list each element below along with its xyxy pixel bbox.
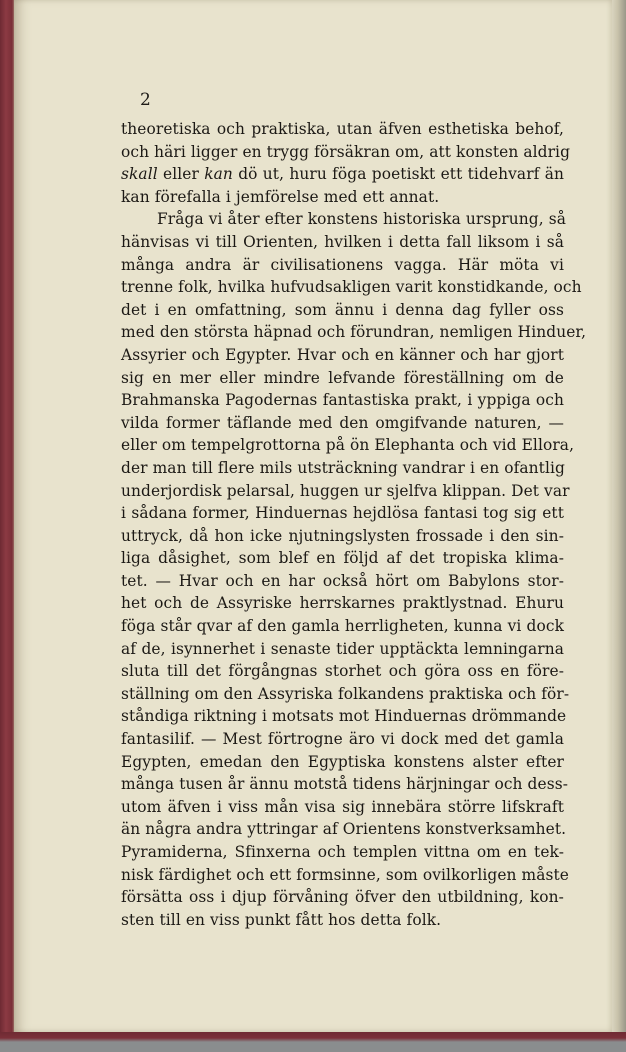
text-line: utom äfven i viss mån visa sig innebära större lifskraft [121,797,564,816]
text-line: eller om tempelgrottorna på ön Elephanta och vid Ellora, [121,436,575,455]
text-line [121,163,564,186]
text-line: uttryck, då hon icke njutningslysten frossade i den sin- [121,526,564,545]
text-line: Pyramiderna, Sfinxerna och templen vittna om en tek- [121,843,564,861]
text-line: många tusen år ännu motstå tidens härjningar och dess- [121,775,568,794]
text-line: liga dåsighet, som blef en följd af det tropiska klima- [121,549,564,568]
text-fragment: dö ut, huru föga poetiskt ett tidehvarf än [232,165,565,184]
text-line: vilda former täflande med den omgifvande naturen, — [121,413,564,432]
text-line: underjordisk pelarsal, huggen ur sjelfva klippan. Det var [121,481,570,500]
body-text [121,118,587,931]
text-line: många andra är civilisationens vagga. Här möta vi [121,255,564,274]
text-line: i sådana former, Hinduernas hejdlösa fantasi tog sig ett [121,504,564,523]
text-line: det i en omfattning, som ännu i denna dag fyller oss [121,300,564,319]
text-line: ståndiga riktning i motsats mot Hinduernas drömmande [121,707,567,726]
text-line: theoretiska och praktiska, utan äfven esthetiska behof, [121,120,564,138]
text-line: der man till flere mils utsträckning vandrar i en ofantlig [121,458,565,477]
book-bottom-edge [0,1032,626,1052]
text-line: och häri ligger en trygg försäkran om, att konsten aldrig [121,142,571,161]
text-line: af de, isynnerhet i senaste tider upptäckta lemningarna [121,639,564,658]
emphasis-word: skall [121,165,158,184]
text-line: sluta till det förgångnas storhet och göra oss en före- [121,662,564,681]
text-line: trenne folk, hvilka hufvudsakligen varit konstidkande, och [121,278,582,297]
text-line: het och de Assyriske herrskarnes praktlystnad. Ehuru [121,594,564,613]
text-line: sig en mer eller mindre lefvande föreställning om de [121,368,564,387]
text-line: hänvisas vi till Orienten, hvilken i detta fall liksom i så [121,232,564,251]
text-line: tet. — Hvar och en har också hört om Babylons stor- [121,571,564,590]
text-fragment: eller [157,165,205,184]
text-line: nisk färdighet och ett formsinne, som ovilkorligen måste [121,865,569,884]
text-line: med den största häpnad och förundran, nemligen Hinduer, [121,323,587,342]
text-line: Assyrier och Egypter. Hvar och en känner och har gjort [121,345,564,364]
text-line: Fråga vi åter efter konstens historiska ursprung, så [157,210,566,229]
text-line: Egypten, emedan den Egyptiska konstens alster efter [121,752,564,771]
text-line: Brahmanska Pagodernas fantastiska prakt, i yppiga och [121,391,564,410]
page-number: 2 [140,90,151,110]
page-right-edge [612,0,626,1052]
text-line: än några andra yttringar af Orientens konstverksamhet. [121,820,567,839]
emphasis-word: kan [204,165,233,184]
text-line: försätta oss i djup förvåning öfver den utbildning, kon- [121,888,564,907]
text-line: ställning om den Assyriska folkandens praktiska och för- [121,684,570,703]
text-line: sten till en viss punkt fått hos detta folk. [121,910,442,929]
text-line: kan förefalla i jemförelse med ett annat. [121,187,440,206]
text-line: fantasilif. — Mest förtrogne äro vi dock med det gamla [121,730,564,749]
text-line: föga står qvar af den gamla herrligheten, kunna vi dock [121,617,564,636]
